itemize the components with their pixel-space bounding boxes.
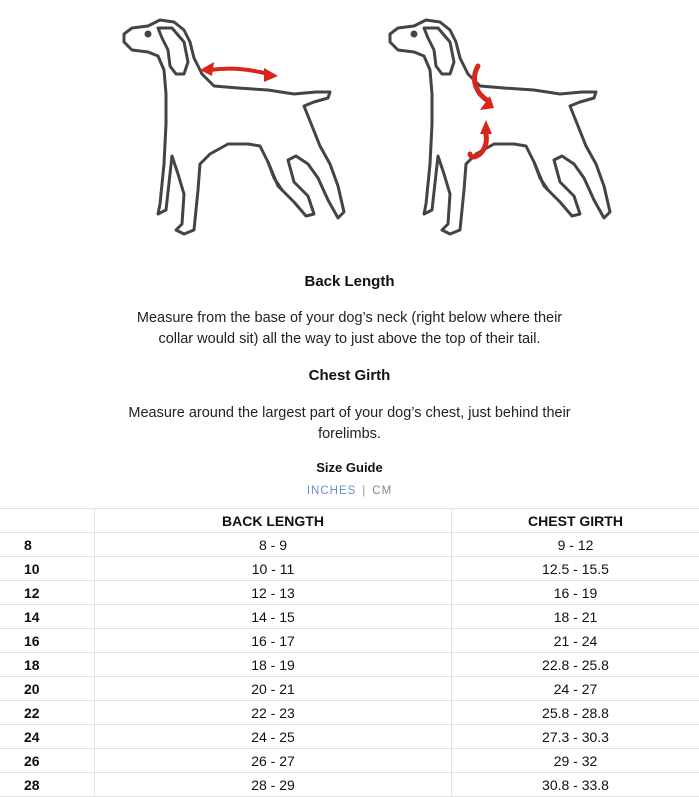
chest-girth-title: Chest Girth — [0, 367, 699, 384]
back-length-cell: 14 - 15 — [95, 605, 452, 629]
size-cell: 22 — [0, 701, 95, 725]
size-guide-title: Size Guide — [0, 460, 699, 475]
table-row — [0, 725, 699, 749]
table-row — [0, 581, 699, 605]
chest-girth-cell: 21 - 24 — [452, 629, 699, 653]
back-length-description: Measure from the base of your dog’s neck (right below where their collar would sit) all the way to just above the top of their tail. — [120, 308, 579, 350]
table-row — [0, 629, 699, 653]
chest-girth-cell: 24 - 27 — [452, 677, 699, 701]
size-cell: 18 — [0, 653, 95, 677]
size-cell: 20 — [0, 677, 95, 701]
back-length-cell: 28 - 29 — [95, 773, 452, 797]
size-rows — [0, 533, 699, 797]
chest-girth-cell: 25.8 - 28.8 — [452, 701, 699, 725]
table-header-row — [0, 509, 699, 533]
chest-girth-cell: 29 - 32 — [452, 749, 699, 773]
back-length-cell: 20 - 21 — [95, 677, 452, 701]
size-table — [0, 508, 699, 797]
size-cell: 8 — [0, 533, 95, 557]
back-length-column-header: BACK LENGTH — [95, 509, 452, 533]
back-length-arrow-icon — [210, 69, 268, 74]
size-cell: 28 — [0, 773, 95, 797]
back-length-cell: 16 - 17 — [95, 629, 452, 653]
size-cell: 24 — [0, 725, 95, 749]
chest-girth-cell: 12.5 - 15.5 — [452, 557, 699, 581]
table-row — [0, 749, 699, 773]
size-column-header — [0, 509, 95, 533]
table-row — [0, 533, 699, 557]
back-length-cell: 24 - 25 — [95, 725, 452, 749]
back-length-cell: 12 - 13 — [95, 581, 452, 605]
back-length-cell: 18 - 19 — [95, 653, 452, 677]
chest-girth-cell: 27.3 - 30.3 — [452, 725, 699, 749]
table-row — [0, 605, 699, 629]
chest-girth-cell: 30.8 - 33.8 — [452, 773, 699, 797]
chest-girth-arrow-icon — [470, 66, 488, 157]
chest-girth-description: Measure around the largest part of your dog’s chest, just behind their forelimbs. — [120, 403, 579, 445]
size-cell: 12 — [0, 581, 95, 605]
measurement-illustrations — [0, 0, 699, 250]
unit-inches-button[interactable]: INCHES — [307, 485, 356, 497]
chest-girth-cell: 22.8 - 25.8 — [452, 653, 699, 677]
back-length-cell: 8 - 9 — [95, 533, 452, 557]
dog-chest-girth-illustration — [384, 14, 614, 244]
size-cell: 16 — [0, 629, 95, 653]
dog-back-length-illustration — [118, 14, 348, 244]
size-cell: 14 — [0, 605, 95, 629]
chest-girth-cell: 9 - 12 — [452, 533, 699, 557]
back-length-cell: 10 - 11 — [95, 557, 452, 581]
chest-girth-cell: 18 - 21 — [452, 605, 699, 629]
table-row — [0, 653, 699, 677]
back-length-cell: 26 - 27 — [95, 749, 452, 773]
size-cell: 26 — [0, 749, 95, 773]
size-cell: 10 — [0, 557, 95, 581]
table-row — [0, 701, 699, 725]
back-length-title: Back Length — [0, 273, 699, 290]
table-row — [0, 677, 699, 701]
back-length-cell: 22 - 23 — [95, 701, 452, 725]
unit-toggle — [0, 485, 699, 497]
unit-separator: | — [362, 485, 366, 497]
chest-girth-cell: 16 - 19 — [452, 581, 699, 605]
table-row — [0, 557, 699, 581]
unit-cm-button[interactable]: CM — [372, 485, 392, 497]
table-row — [0, 773, 699, 797]
chest-girth-column-header: CHEST GIRTH — [452, 509, 699, 533]
